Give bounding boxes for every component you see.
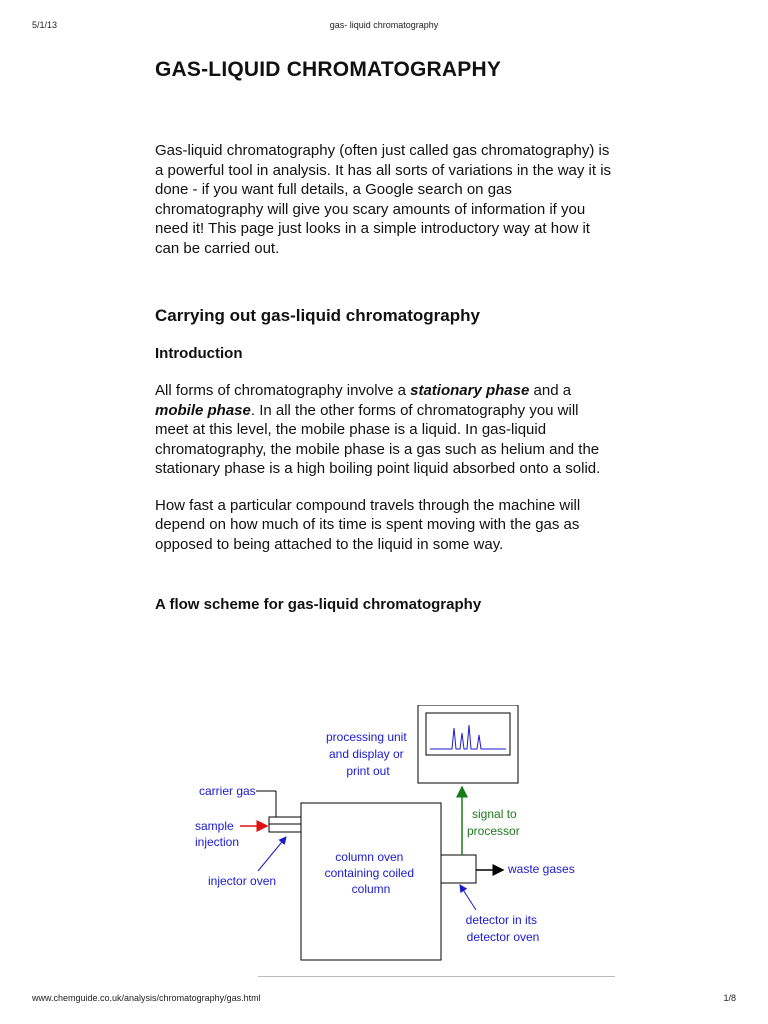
section-heading: Carrying out gas-liquid chromatography bbox=[155, 306, 480, 325]
display-unit-box bbox=[418, 705, 518, 783]
flow-scheme-diagram bbox=[190, 705, 610, 970]
sample-injection-label: sample injection bbox=[195, 819, 240, 849]
stationary-phase-term: stationary phase bbox=[410, 382, 530, 399]
header-date: 5/1/13 bbox=[32, 20, 58, 30]
introduction-heading: Introduction bbox=[155, 345, 243, 362]
waste-gases-label: waste gases bbox=[508, 862, 575, 876]
footer-page-number: 1/8 bbox=[723, 993, 736, 1003]
divider-line bbox=[258, 976, 615, 977]
intro-paragraph: Gas-liquid chromatography (often just called gas chromatography) is a powerful tool in analysis. It has all sorts of variations in the way it is done - if you want full details, a Google search on gas chromatography will give you scary amounts of information if you need it! This page just looks in a simple introductory way at how it can be carried out. bbox=[155, 142, 612, 257]
travel-paragraph: How fast a particular compound travels through the machine will depend on how much of its time is spent moving with the gas as opposed to being attached to the liquid in some way. bbox=[155, 496, 581, 553]
flow-scheme-heading: A flow scheme for gas-liquid chromatography bbox=[155, 596, 482, 613]
header-title: gas- liquid chromatography bbox=[329, 20, 439, 30]
page-content bbox=[155, 58, 615, 613]
chromatogram-trace bbox=[430, 725, 506, 749]
carrier-gas-label: carrier gas bbox=[199, 784, 256, 798]
signal-label: signal to processor bbox=[467, 807, 520, 838]
column-oven-label: column oven containing coiled column bbox=[324, 850, 415, 896]
injector-oven-label: injector oven bbox=[208, 874, 277, 888]
mobile-phase-term: mobile phase bbox=[155, 401, 251, 419]
page-title: GAS-LIQUID CHROMATOGRAPHY bbox=[155, 58, 502, 81]
detector-box bbox=[441, 855, 476, 883]
detector-pointer bbox=[460, 885, 476, 910]
detector-label: detector in its detector oven bbox=[465, 913, 540, 944]
processing-unit-label: processing unit and display or print out bbox=[325, 730, 407, 778]
footer-url: www.chemguide.co.uk/analysis/chromatography/gas.html bbox=[32, 993, 261, 1003]
injector-oven-pointer bbox=[258, 837, 286, 871]
phases-paragraph: All forms of chromatography involve a stationary phase and a mobile phase. In all the other forms of chromatography you will meet at this level, the mobile phase is a liquid. In gas-liquid chromatography, the mobile phase is a gas such as helium and the stationary phase is a high boiling point liquid absorbed onto a solid. bbox=[155, 382, 601, 477]
